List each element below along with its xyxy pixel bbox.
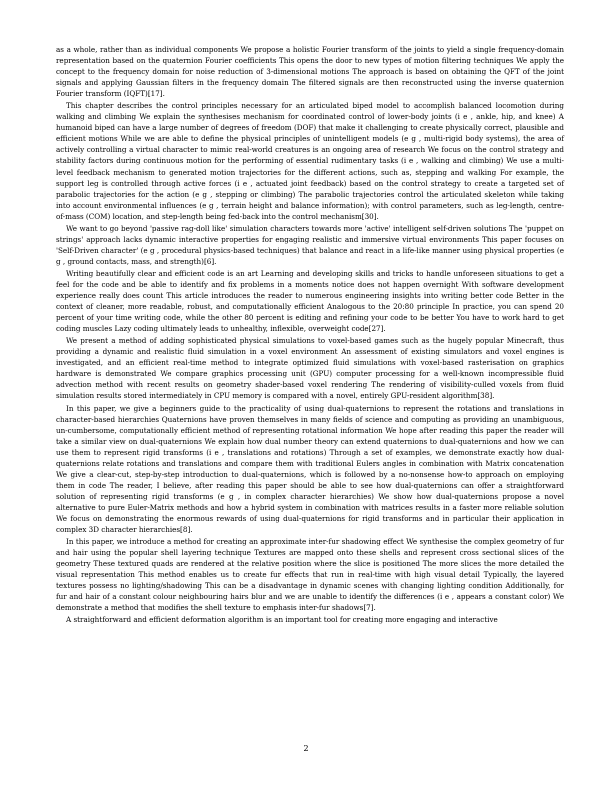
page-number: 2 — [303, 744, 309, 753]
paragraph: In this paper, we introduce a method for creating an approximate inter-fur shadowing effect We synthesise the complex geometry of fur and hair using the popular shell layering technique Textures are mapped onto these shells and represent cross sectional slices of the geometry These textured quads are rendered at the relative position where the slice is positioned The more slices the more detailed the visual representation This method enables us to create fur effects that run in real-time with high visual detail Typically, the layered textures possess no lighting/shadowing This can be a disadvantage in dynamic scenes with changing lighting condition Additionally, for fur and hair of a constant colour neighbouring hairs blur and we are unable to identify the differences (i e , appears a constant color) We demonstrate a method that modifies the shell texture to emphasis inter-fur shadows[7]. — [56, 537, 564, 613]
paragraph: In this paper, we give a beginners guide to the practicality of using dual-quaternions to represent the rotations and translations in character-based hierarchies Quaternions have proven themselves in many fields of science and computing as providing an unambiguous, un-cumbersome, computationally efficient method of representing rotational information We hope after reading this paper the reader will take a similar view on dual-quaternions We explain how dual number theory can extend quaternions to dual-quaternions and how we can use them to represent rigid transforms (i e , translations and rotations) Through a set of examples, we demonstrate exactly how dual-quaternions relate rotations and translations and compare them with traditional Eulers angles in combination with Matrix concatenation We give a clear-cut, step-by-step introduction to dual-quaternions, which is followed by a no-nonsense how-to approach on employing them in code The reader, I believe, after reading this paper should be able to see how dual-quaternions can offer a straightforward solution of representing rigid transforms (e g , in complex character hierarchies) We show how dual-quaternions propose a novel alternative to pure Euler-Matrix methods and how a hybrid system in combination with matrices results in a faster more reliable solution We focus on demonstrating the enormous rewards of using dual-quaternions for rigid transforms and in particular their application in complex 3D character hierarchies[8]. — [56, 403, 564, 535]
paragraph: A straightforward and efficient deformation algorithm is an important tool for creating more engaging and interactive — [66, 615, 498, 625]
paragraph: We present a method of adding sophisticated physical simulations to voxel-based games such as the hugely popular Minecraft, thus providing a dynamic and realistic fluid simulation in a voxel environment An assessment of existing simulators and voxel engines is investigated, and an efficient real-time method to integrate optimized fluid simulations with voxel-based rasterisation on graphics hardware is demonstrated We compare graphics processing unit (GPU) computer processing for a well-known incompressible fluid advection method with recent results on geometry shader-based voxel rendering The rendering of visibility-culled voxels from fluid simulation results stored intermediately in CPU memory is compared with a novel, entirely GPU-resident algorithm[38]. — [56, 336, 564, 401]
paragraph: This chapter describes the control principles necessary for an articulated biped model to accomplish balanced locomotion during walking and climbing We explain the synthesises mechanism for coordinated control of lower-body joints (i e , ankle, hip, and knee) A humanoid biped can have a large number of degrees of freedom (DOF) that make it challenging to create physically correct, plausible and efficient motions While we are able to define the physical principles of unintelligent models (e g , multi-rigid body systems), the area of actively controlling a virtual character to mimic real-world creatures is an ongoing area of research We focus on the control strategy and stability factors during continuous motion for the performing of essential rudimentary tasks (i e , walking and climbing) We use a multi-level feedback mechanism to generated motion trajectories for the different actions, such as, stepping and walking For example, the support leg is controlled through active forces (i e , actuated joint feedback) based on the control strategy to create a targeted set of parabolic trajectories for the action (e g , stepping or climbing) The parabolic trajectories control the articulated skeleton while taking into account environmental influences (e g , terrain height and balance information); with control parameters, such as leg-length, centre-of-mass (COM) location, and step-length being fed-back into the control mechanism[30]. — [56, 101, 564, 221]
page-body — [56, 44, 564, 625]
paragraph: We want to go beyond 'passive rag-doll like' simulation characters towards more 'active' intelligent self-driven solutions The 'puppet on strings' approach lacks dynamic interactive properties for engaging realistic and immersive virtual environments This paper focuses on 'Self-Driven character' (e g , procedural physics-based techniques) that balance and react in a life-like manner using physical properties (e g , ground contacts, mass, and strength)[6]. — [56, 223, 564, 266]
paragraph: Writing beautifully clear and efficient code is an art Learning and developing skills and tricks to handle unforeseen situations to get a feel for the code and be able to identify and fix problems in a moments notice does not happen overnight With software development experience really does count This article introduces the reader to numerous engineering insights into writing better code Better in the context of cleaner, more readable, robust, and computationally efficient Analogous to the 20:80 principle In practice, you can spend 20 percent of your time writing code, while the other 80 percent is editing and refining your code to be better You have to work hard to get coding muscles Lazy coding ultimately leads to unhealthy, inflexible, overweight code[27]. — [56, 268, 564, 334]
paragraph: as a whole, rather than as individual components We propose a holistic Fourier transform of the joints to yield a single frequency-domain representation based on the quaternion Fourier coefficients This opens the door to new types of motion filtering techniques We apply the concept to the frequency domain for noise reduction of 3-dimensional motions The approach is based on obtaining the QFT of the joint signals and applying Gaussian filters in the frequency domain The filtered signals are then reconstructed using the inverse quaternion Fourier transform (IQFT)[17]. — [56, 45, 564, 99]
